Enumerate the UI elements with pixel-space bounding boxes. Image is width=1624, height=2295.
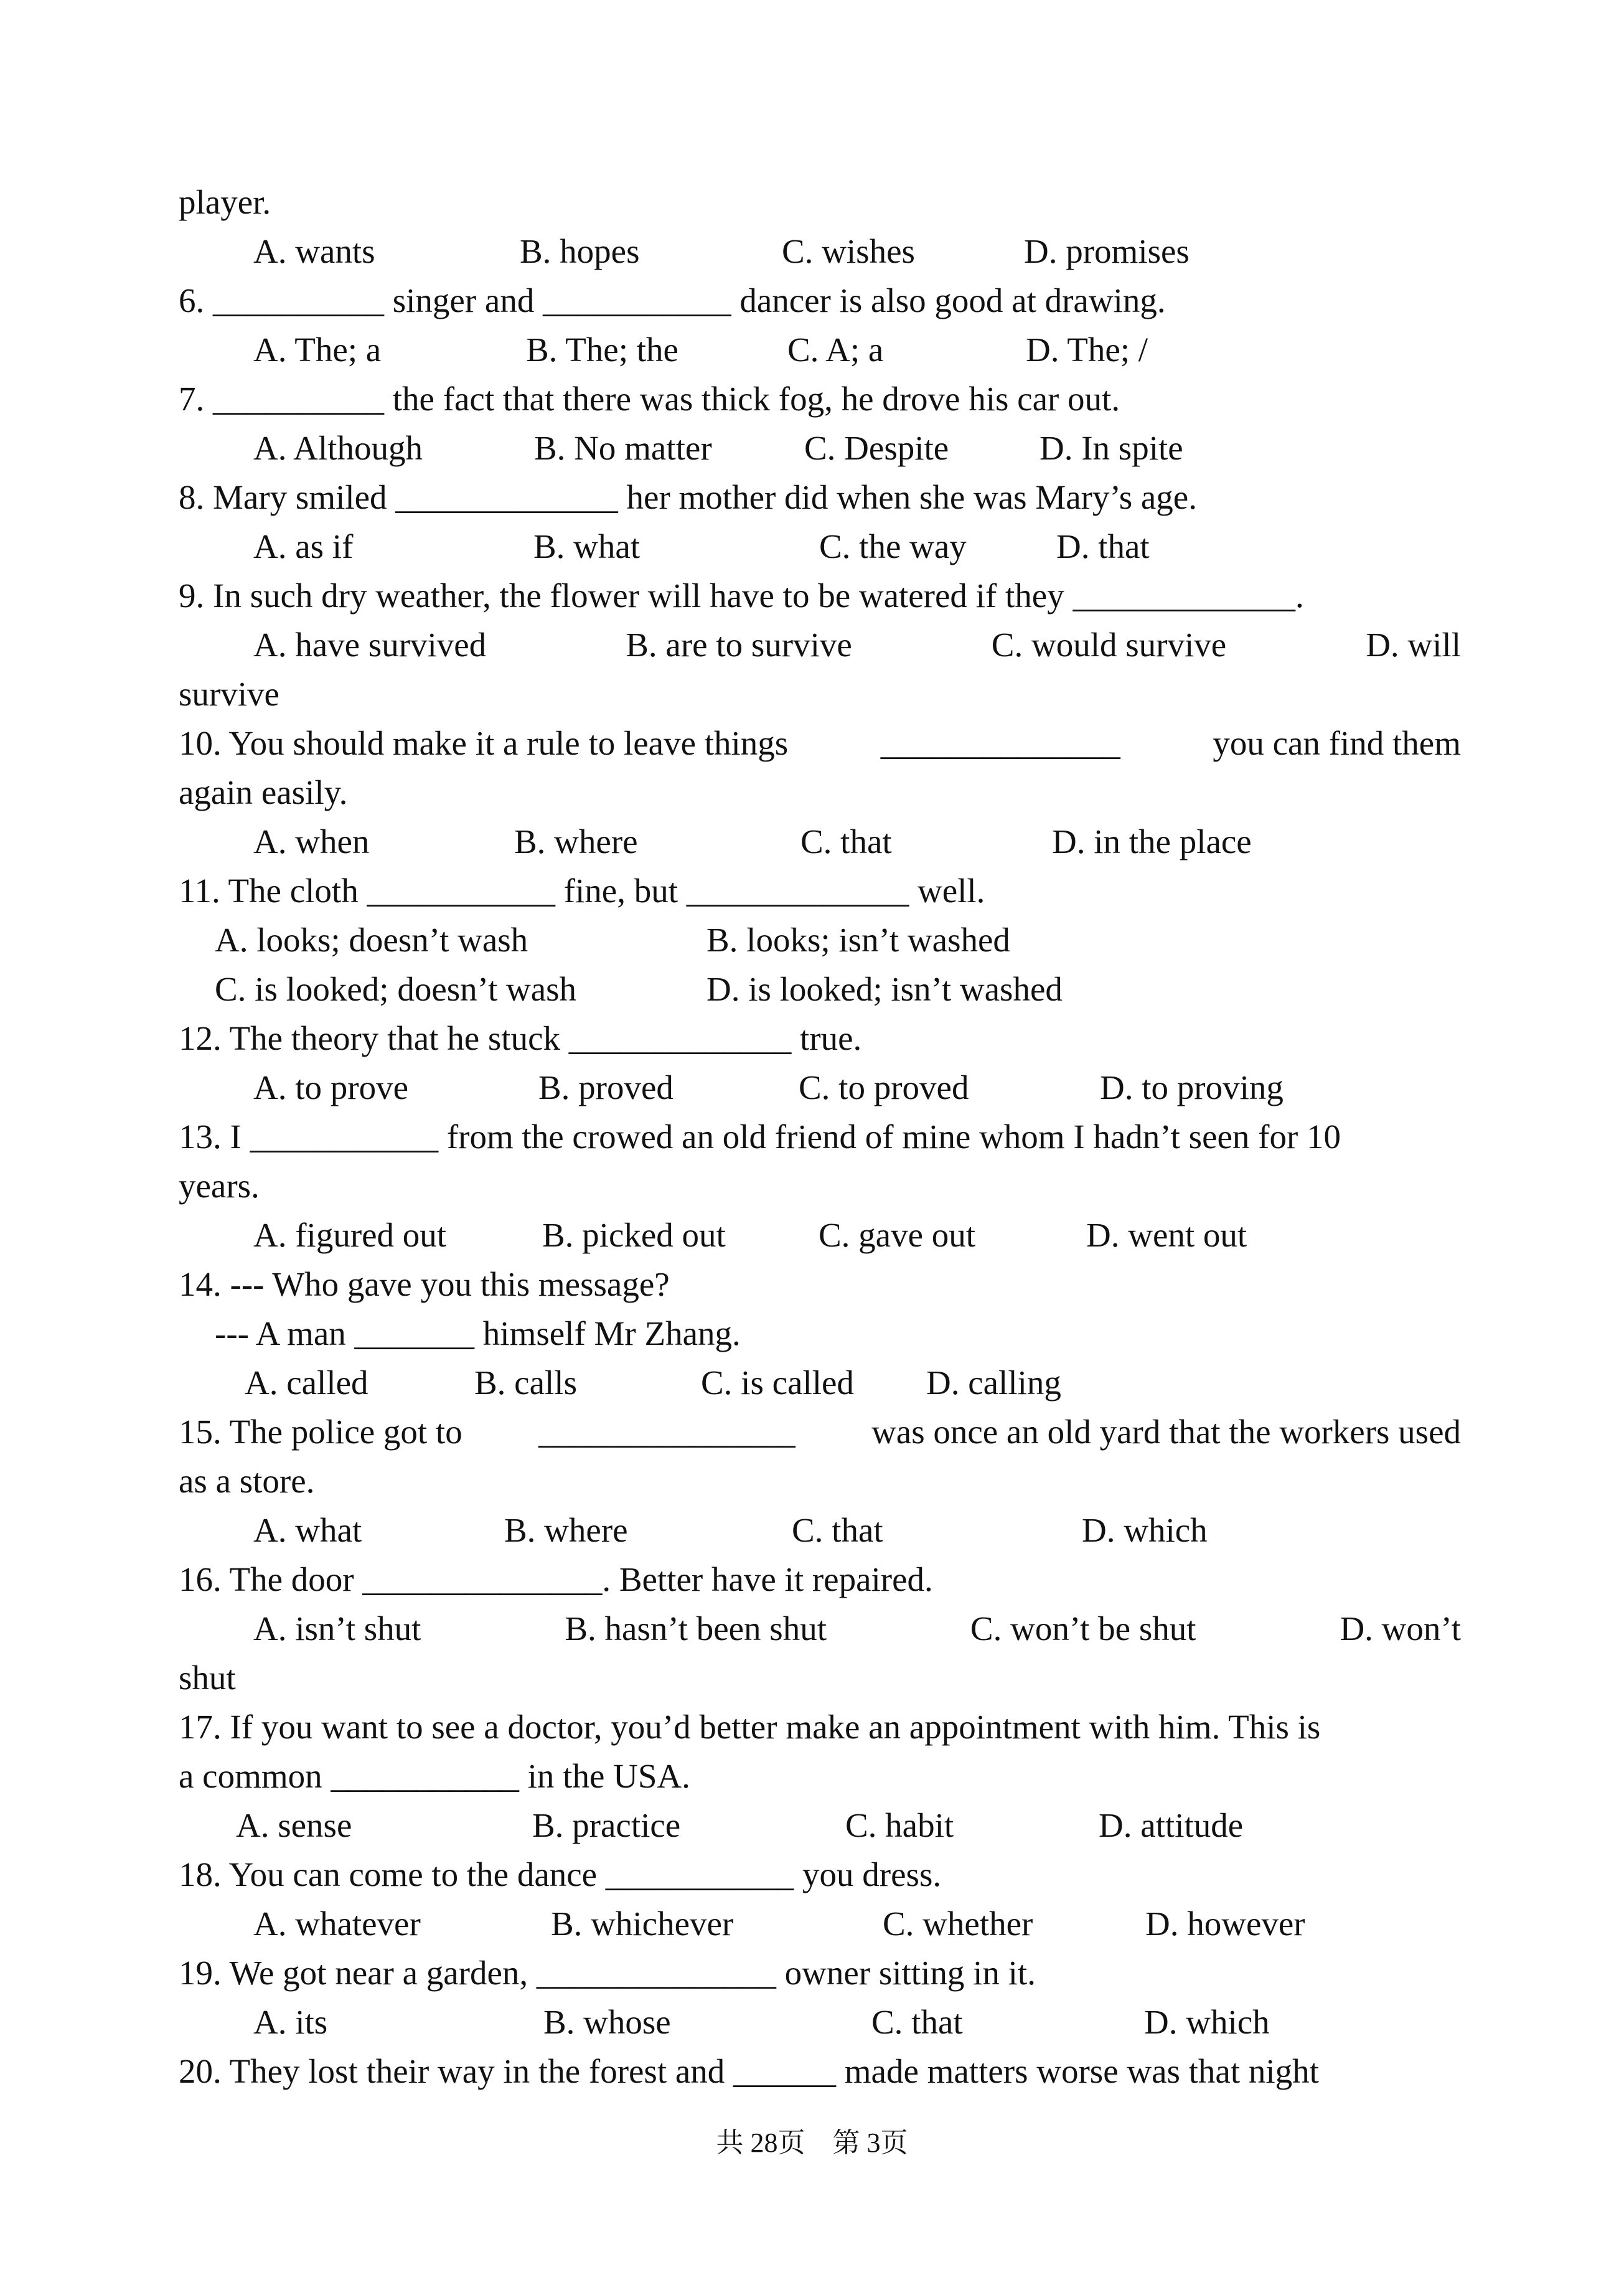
answer-blank: _______________ — [538, 1413, 796, 1451]
option-a: A. isn’t shut — [253, 1609, 421, 1647]
text-line: years. — [179, 1167, 260, 1205]
option-d: D. calling — [926, 1364, 1061, 1402]
option-a: A. as if — [253, 527, 354, 565]
option-b: B. where — [504, 1511, 628, 1549]
option-d: D. however — [1145, 1905, 1305, 1943]
text-line: a common ___________ in the USA. — [179, 1757, 690, 1795]
option-b: B. what — [533, 527, 641, 565]
option-c: C. A; a — [787, 331, 884, 369]
option-d: D. The; / — [1026, 331, 1148, 369]
option-b: B. hasn’t been shut — [565, 1609, 827, 1647]
option-a: A. whatever — [253, 1905, 421, 1943]
question-10 — [179, 726, 1461, 760]
question-11: 11. The cloth ___________ fine, but _____________ well. — [179, 872, 985, 910]
question-6: 6. __________ singer and ___________ dancer is also good at drawing. — [179, 281, 1166, 319]
option-c: C. that — [871, 2003, 963, 2041]
option-a: A. Although — [253, 429, 423, 467]
option-c: C. Despite — [804, 429, 949, 467]
text-line: again easily. — [179, 773, 348, 811]
question-20: 20. They lost their way in the forest and ______ made matters worse was that night — [179, 2052, 1319, 2090]
option-c: C. is looked; doesn’t wash — [215, 970, 577, 1008]
question-text: 10. You should make it a rule to leave things — [179, 724, 789, 762]
options-row — [253, 1611, 1461, 1646]
question-19: 19. We got near a garden, ______________ owner sitting in it. — [179, 1954, 1036, 1992]
question-text: you can find them — [1213, 724, 1461, 762]
question-15 — [179, 1415, 1461, 1449]
text-line: player. — [179, 183, 271, 221]
page-footer: 共 28页 第 3页 — [716, 2128, 908, 2158]
option-d: D. which — [1144, 2003, 1270, 2041]
question-7: 7. __________ the fact that there was thick fog, he drove his car out. — [179, 380, 1120, 418]
option-b: B. No matter — [534, 429, 712, 467]
option-d: D. that — [1056, 527, 1150, 565]
option-d: D. promises — [1024, 232, 1190, 270]
option-b: B. where — [514, 822, 638, 860]
option-a: A. sense — [236, 1806, 352, 1844]
option-d: D. which — [1082, 1511, 1208, 1549]
option-d: D. in the place — [1052, 822, 1252, 860]
dialogue-line: --- A man _______ himself Mr Zhang. — [215, 1314, 741, 1352]
option-c: C. whether — [883, 1905, 1033, 1943]
option-a: A. what — [253, 1511, 362, 1549]
option-c: C. that — [792, 1511, 883, 1549]
answer-blank: ______________ — [880, 724, 1120, 762]
option-d: D. will — [1366, 626, 1461, 664]
question-18: 18. You can come to the dance ___________ you dress. — [179, 1855, 942, 1893]
option-a: A. have survived — [253, 626, 487, 664]
question-13: 13. I ___________ from the crowed an old friend of mine whom I hadn’t seen for 10 — [179, 1118, 1341, 1156]
option-d: D. won’t — [1340, 1609, 1461, 1647]
option-b: B. whichever — [551, 1905, 734, 1943]
option-a: A. called — [245, 1364, 368, 1402]
question-17: 17. If you want to see a doctor, you’d better make an appointment with him. This is — [179, 1708, 1321, 1746]
option-c: C. won’t be shut — [970, 1609, 1196, 1647]
option-c: C. the way — [819, 527, 967, 565]
question-8: 8. Mary smiled _____________ her mother did when she was Mary’s age. — [179, 478, 1197, 516]
option-c: C. wishes — [782, 232, 915, 270]
option-c: C. would survive — [991, 626, 1227, 664]
option-c: C. gave out — [819, 1216, 976, 1254]
option-b: B. looks; isn’t washed — [706, 921, 1010, 959]
option-b: B. are to survive — [626, 626, 852, 664]
question-text: 15. The police got to — [179, 1413, 462, 1451]
question-16: 16. The door ______________. Better have it repaired. — [179, 1560, 933, 1598]
text-line: survive — [179, 675, 279, 713]
option-b: B. proved — [538, 1068, 674, 1106]
option-b: B. picked out — [542, 1216, 726, 1254]
question-12: 12. The theory that he stuck _____________ true. — [179, 1019, 862, 1057]
option-d: D. attitude — [1099, 1806, 1244, 1844]
option-a: A. figured out — [253, 1216, 447, 1254]
option-b: B. hopes — [520, 232, 640, 270]
question-9: 9. In such dry weather, the flower will have to be watered if they _____________. — [179, 577, 1304, 615]
option-d: D. to proving — [1100, 1068, 1284, 1106]
text-line: shut — [179, 1659, 236, 1697]
option-c: C. that — [800, 822, 892, 860]
option-a: A. to prove — [253, 1068, 408, 1106]
option-a: A. looks; doesn’t wash — [215, 921, 528, 959]
option-c: C. is called — [701, 1364, 854, 1402]
option-c: C. habit — [845, 1806, 954, 1844]
options-row — [253, 628, 1461, 662]
option-b: B. calls — [474, 1364, 577, 1402]
text-line: as a store. — [179, 1462, 315, 1500]
option-b: B. practice — [532, 1806, 681, 1844]
option-b: B. The; the — [526, 331, 678, 369]
question-text: was once an old yard that the workers used — [871, 1413, 1461, 1451]
option-a: A. wants — [253, 232, 375, 270]
option-d: D. In spite — [1040, 429, 1183, 467]
option-d: D. went out — [1086, 1216, 1247, 1254]
option-a: A. The; a — [253, 331, 382, 369]
option-b: B. whose — [543, 2003, 671, 2041]
option-c: C. to proved — [799, 1068, 969, 1106]
option-d: D. is looked; isn’t washed — [706, 970, 1063, 1008]
option-a: A. its — [253, 2003, 328, 2041]
question-14: 14. --- Who gave you this message? — [179, 1265, 670, 1303]
option-a: A. when — [253, 822, 370, 860]
